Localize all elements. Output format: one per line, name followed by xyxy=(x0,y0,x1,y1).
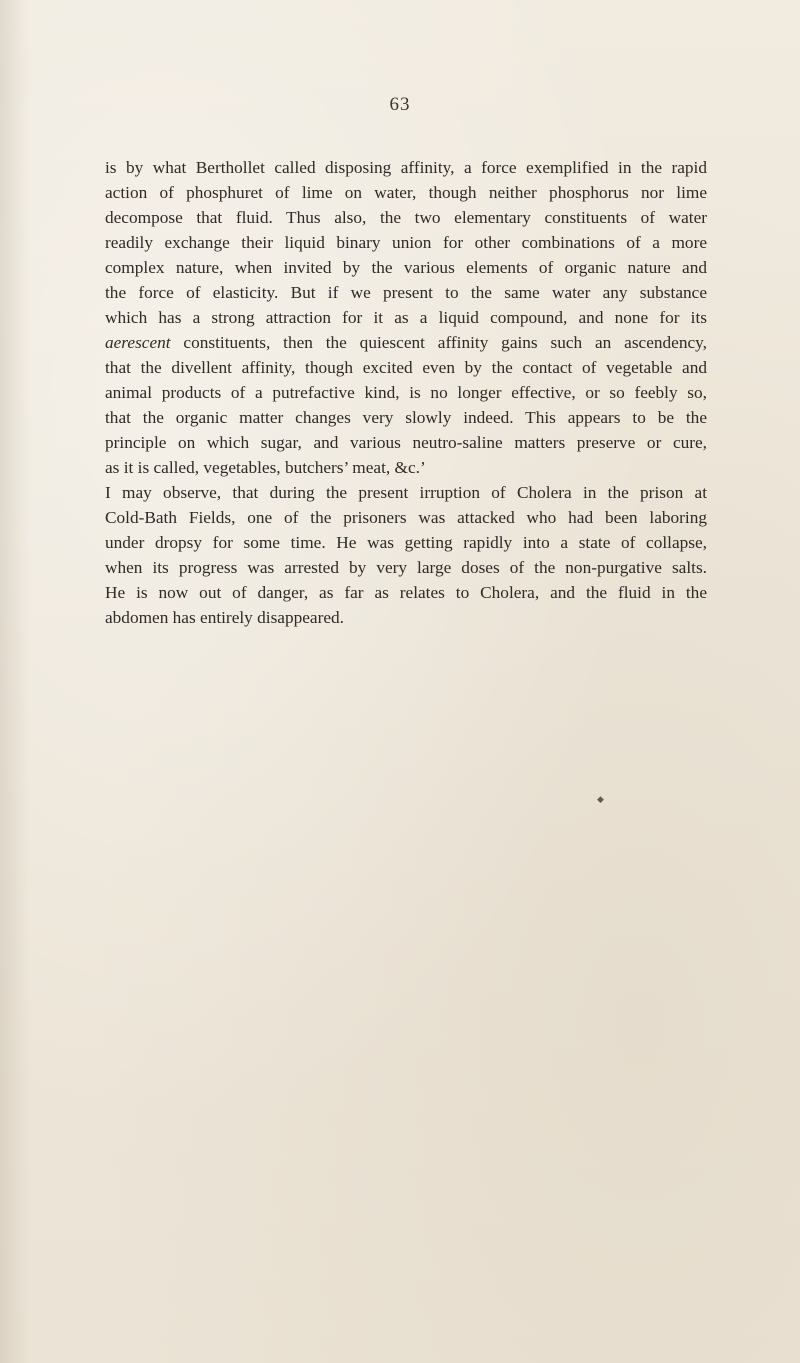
page-gutter-shadow xyxy=(0,0,30,1363)
text-line: Cold-Bath Fields, one of the prisoners was attacked who had been laboring xyxy=(105,508,707,527)
text-line: complex nature, when invited by the various elements of organic nature and xyxy=(105,258,707,277)
page-number: 63 xyxy=(389,94,411,115)
text-line: action of phosphuret of lime on water, though neither phosphorus nor lime xyxy=(105,183,707,202)
italic-word: aerescent xyxy=(105,333,171,352)
text-line: that the divellent affinity, though excited even by the contact of vegetable and xyxy=(105,358,707,377)
text-line: when its progress was arrested by very large doses of the non-purgative salts. xyxy=(105,558,707,577)
text-line: I may observe, that during the present irruption of Cholera in the prison at xyxy=(105,483,707,502)
body-text xyxy=(105,155,707,630)
text-line: readily exchange their liquid binary union for other combinations of a more xyxy=(105,233,707,252)
text-line: under dropsy for some time. He was getting rapidly into a state of collapse, xyxy=(105,533,707,552)
ink-speck: ◆ xyxy=(597,795,604,805)
text-line-rest: constituents, then the quiescent affinity gains such an ascendency, xyxy=(183,333,707,352)
text-line: is by what Berthollet called disposing affinity, a force exemplified in the rapid xyxy=(105,158,707,177)
text-line: that the organic matter changes very slowly indeed. This appears to be the xyxy=(105,408,707,427)
text-line: He is now out of danger, as far as relates to Cholera, and the fluid in the xyxy=(105,583,707,602)
text-line: as it is called, vegetables, butchers’ meat, &c.’ xyxy=(105,458,426,477)
text-line: abdomen has entirely disappeared. xyxy=(105,608,344,627)
text-line-with-italic xyxy=(105,330,707,355)
text-line: animal products of a putrefactive kind, is no longer effective, or so feebly so, xyxy=(105,383,707,402)
text-line: principle on which sugar, and various neutro-saline matters preserve or cure, xyxy=(105,433,707,452)
text-line: which has a strong attraction for it as a liquid compound, and none for its xyxy=(105,308,707,327)
text-line: decompose that fluid. Thus also, the two elementary constituents of water xyxy=(105,208,707,227)
text-line: the force of elasticity. But if we present to the same water any substance xyxy=(105,283,707,302)
